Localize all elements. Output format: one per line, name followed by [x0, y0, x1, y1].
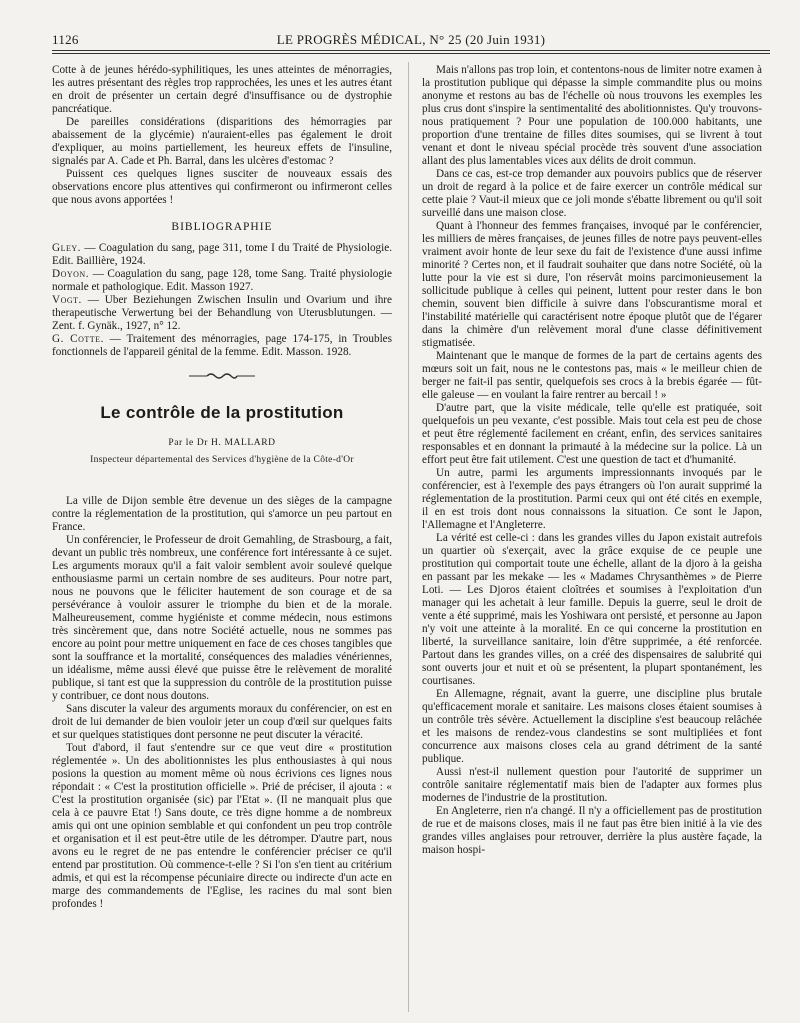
- paragraph: Mais n'allons pas trop loin, et contentons-nous de limiter notre examen à la prostitution publique qui dépasse la simple commandite plus ou moins anonyme et restons au bas de l'échelle où nous trouvons les exemples les plus crus dont s'inspire la sentimentalité des abolitionnistes. Qu'y trouvons-nous pratiquement ? Pour une population de 100.000 habitants, une proportion d'une trentaine de filles dites soumises, qui se livrent à tout venant et dont le niveau spécial procède très souvent d'une association allant des plus lamentables vices aux délits de droit commun.: [422, 64, 762, 167]
- paragraph: La vérité est celle-ci : dans les grandes villes du Japon existait autrefois un quartier où s'exerçait, avec la grâce exquise de ce peuple une prostitution qui comportait toute une échelle, allant de la djoro à la geisha en passant par les mekake — les « Madames Chrysanthèmes » de Pierre Loti. — Les Djoros étaient cloîtrées et soumises à l'exploitation d'un manager qui les achetait à leur famille. Depuis la guerre, seul le droit de vente a été supprimé, mais les Yoshiwara ont persisté, et personne au Japon n'y voit une atteinte à la moralité. En ce qui concerne la prostitution en liberté, la surveillance sanitaire, loin d'être supprimée, a été renforcée. Partout dans les grandes villes, on a créé des dispensaires de salubrité qui sont ouverts jour et nuit et où se présentent, la plupart spontanément, les courtisanes.: [422, 532, 762, 687]
- paragraph: Quant à l'honneur des femmes françaises, invoqué par le conférencier, les milliers de mères françaises, de jeunes filles de notre pays peuvent-elles vraiment avoir honte de leur sexe du fait de l'existence d'une aussi infime minorité ? Certes non, et il faudrait souhaiter que dans notre Société, où la lutte pour la vie est si dure, l'on réservât moins parcimonieusement la sollicitude publique à celles qui peinent, luttent pour rester dans le bon chemin, souvent bien difficile à suivre dans l'obscurantisme moral et l'instabilité matérielle qui caractérisent notre époque plutôt que de l'égarer dans la chimère d'un relèvement moral d'une classe définitivement stigmatisée.: [422, 220, 762, 349]
- page-number: 1126: [52, 32, 79, 47]
- ref-author: G. Cotte.: [52, 333, 104, 345]
- header-rule-second: [52, 53, 770, 54]
- right-column: [422, 64, 762, 857]
- paragraph: Puissent ces quelques lignes susciter de nouveaux essais des observations encore plus attentives qui confirmeront ou infirmeront celles que nous avons apportées !: [52, 168, 392, 206]
- bibliography-heading: BIBLIOGRAPHIE: [171, 221, 273, 233]
- article-byline: Par le Dr H. MALLARD: [168, 438, 276, 448]
- left-column: [52, 64, 392, 911]
- ref-author: Vogt.: [52, 294, 82, 306]
- paragraph: Un autre, parmi les arguments impressionnants invoqués par le conférencier, est à l'exemple des pays étrangers où l'on aurait supprimé la réglementation de la prostitution. Parmi ceux qui ont été cités en exemple, il en est trois dont nous connaissons la situation. Ce sont le Japon, l'Allemagne et l'Angleterre.: [422, 467, 762, 531]
- ref-text: — Traitement des ménorragies, page 174-175, in Troubles fonctionnels de l'appareil génital de la femme. Edit. Masson. 1928.: [52, 333, 392, 358]
- paragraph: Dans ce cas, est-ce trop demander aux pouvoirs publics que de réserver un droit de regard à la police et de faire exercer un contrôle médical sur cette plaie ? Vaut-il mieux que ce joli monde s'ébatte librement ou qu'il soit surveillé dans une maison close.: [422, 168, 762, 219]
- ref-text: — Coagulation du sang, page 311, tome I du Traité de Physiologie. Edit. Baillière, 1924.: [52, 242, 392, 267]
- paragraph: En Allemagne, régnait, avant la guerre, une discipline plus brutale qu'efficacement morale et sanitaire. Les maisons closes étaient soumises à un contrôle très sévère. Actuellement la discipline s'est beaucoup relâchée et les maisons de rendez-vous clandestins se sont multipliées et font concurrence aux maisons closes cela au grand détriment de la santé publique.: [422, 688, 762, 765]
- bibliography-entry: [52, 333, 392, 359]
- author-affiliation: Inspecteur départemental des Services d'hygiène de la Côte-d'Or: [90, 455, 354, 465]
- ref-text: — Coagulation du sang, page 128, tome Sang. Traité physiologie normale et pathologique. Edit. Masson 1927.: [52, 268, 392, 293]
- bibliography-entry: [52, 268, 392, 294]
- paragraph: Cotte à de jeunes hérédo-syphilitiques, les unes atteintes de ménorragies, les autres présentant des règles trop rapprochées, les unes et les autres étant en droit de présenter un certain degré d'insuffisance ou de dystrophie pancréatique.: [52, 64, 392, 115]
- paragraph: En Angleterre, rien n'a changé. Il n'y a officiellement pas de prostitution de rue et de maisons closes, mais il ne faut pas être bien initié à la vie des grandes villes anglaises pour retrouver, derrière la plus austère façade, la maison hospi-: [422, 805, 762, 856]
- ref-text: — Uber Beziehungen Zwischen Insulin und Ovarium und ihre therapeutische Verwertung bei der Behandlung von Uterusblutungen. — Zent. f. Gynäk., 1927, n° 12.: [52, 294, 392, 332]
- bibliography-entry: [52, 242, 392, 268]
- paragraph: La ville de Dijon semble être devenue un des sièges de la campagne contre la réglementation de la prostitution, qui s'amorce un peu partout en France.: [52, 495, 392, 533]
- bibliography-entry: [52, 294, 392, 333]
- bibliography: [52, 242, 392, 359]
- header-rule: [52, 50, 770, 51]
- running-header: [52, 28, 770, 50]
- ref-author: Doyon.: [52, 268, 89, 280]
- paragraph: Aussi n'est-il nullement question pour l'autorité de supprimer un contrôle sanitaire réglementatif mais bien de l'adapter aux formes plus modernes de l'industrie de la prostitution.: [422, 766, 762, 804]
- paragraph: Un conférencier, le Professeur de droit Gemahling, de Strasbourg, a fait, devant un public très nombreux, une conférence fort intéressante à ce sujet. Les arguments moraux qu'il a fait valoir semblent avoir soulevé quelque enthousiasme parmi un certain nombre de ses auditeurs. Pour notre part, nous ne pouvons que le féliciter hautement de son courage et de sa persévérance à vouloir assurer le triomphe du bien et de la morale. Malheureusement, comme hygiéniste et comme médecin, nous estimons très sincèrement que, dans notre Société actuelle, nous ne sommes pas encore au point pour mettre uniquement en face de ces choses tangibles que sont la souffrance et la mortalité, conséquences des maladies vénériennes, un idéalisme, même aussi élevé que puisse être le relèvement de moralité publique, si tant est que la suppression du contrôle de la prostitution puisse y contribuer, ce dont nous doutons.: [52, 534, 392, 702]
- paragraph: De pareilles considérations (disparitions des hémorragies par abaissement de la glycémie) n'auraient-elles pas également le droit d'expliquer, au moins partiellement, les heureux effets de l'insuline, signalés par A. Cade et Ph. Barral, dans les ulcères d'estomac ?: [52, 116, 392, 167]
- column-divider: [408, 62, 409, 1012]
- ref-author: Gley.: [52, 242, 81, 254]
- article-title: Le contrôle de la prostitution: [100, 403, 344, 422]
- paragraph: Sans discuter la valeur des arguments moraux du conférencier, on est en droit de lui demander de bien vouloir jeter un coup d'œil sur quelques faits et sur quelques statistiques dont personne ne peut discuter la véracité.: [52, 703, 392, 741]
- paragraph: Maintenant que le manque de formes de la part de certains agents des mœurs soit un fait, nous ne le contestons pas, mais « le meilleur chien de berger ne fait-il pas sentir, quelquefois ses crocs à la brebis égarée — fût-elle galeuse — en voulant la faire rentrer au bercail ! »: [422, 350, 762, 401]
- running-title: LE PROGRÈS MÉDICAL, N° 25 (20 Juin 1931): [276, 32, 546, 47]
- paragraph: Tout d'abord, il faut s'entendre sur ce que veut dire « prostitution réglementée ». Un des abolitionnistes les plus enthousiastes à qui nous posions la question au moment même où nous écrivions ces lignes nous répondait : « C'est la prostitution officielle ». Prié de préciser, il ajouta : « C'est la prostitution organisée (sic) par l'Etat ». (Il ne manquait plus que cela à ce pauvre Etat !) Sans doute, ce très digne homme a de nombreux amis qui ont une opinion semblable et qui confondent un peu trop contrôle et organisation et il est peut-être utile de les détromper. D'autre part, nous avons eu le regret de ne pas entendre le conférencier préciser ce qu'il entend par prostitution. Où commence-t-elle ? Si l'on s'en tient au critérium admis, et qui est la récompense pécuniaire directe ou indirecte d'un acte en marge des commandements de l'Eglise, les racines du mal sont bien profondes !: [52, 742, 392, 910]
- paragraph: D'autre part, que la visite médicale, telle qu'elle est pratiquée, soit quelquefois un peu vexante, c'est possible. Mais tout cela est peu de chose et peut être réglementé facilement en créant, enfin, des services sanitaires responsables et en donnant la primauté à la médecine sur la police. Là un effort peut être fait utilement. C'est une question de tact et d'humanité.: [422, 402, 762, 466]
- section-ornament: [52, 371, 392, 384]
